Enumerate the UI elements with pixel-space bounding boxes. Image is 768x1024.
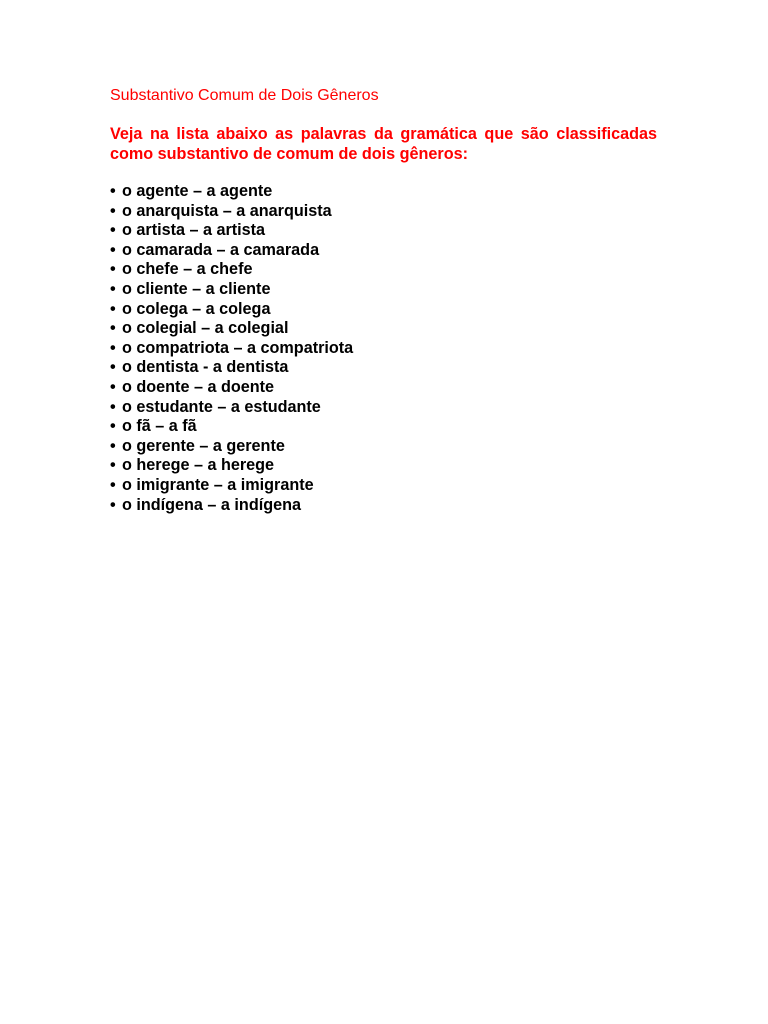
- bullet-icon: •: [110, 338, 116, 357]
- list-item-text: o imigrante – a imigrante: [122, 475, 314, 494]
- list-item: [110, 300, 657, 320]
- bullet-icon: •: [110, 377, 116, 396]
- bullet-icon: •: [110, 358, 116, 377]
- bullet-icon: •: [110, 495, 116, 514]
- list-item: [110, 437, 657, 457]
- list-item-text: o doente – a doente: [122, 377, 275, 396]
- document-title: Substantivo Comum de Dois Gêneros: [110, 87, 379, 104]
- list-item-text: o anarquista – a anarquista: [122, 201, 332, 220]
- bullet-icon: •: [110, 182, 116, 200]
- list-item: [110, 241, 657, 261]
- bullet-icon: •: [110, 417, 116, 436]
- list-item-text: o dentista - a dentista: [122, 358, 289, 377]
- list-item: [110, 476, 657, 496]
- list-item-text: o camarada – a camarada: [122, 240, 320, 259]
- list-item-text: o herege – a herege: [122, 456, 275, 475]
- bullet-icon: •: [110, 397, 116, 416]
- list-item-text: o chefe – a chefe: [122, 260, 253, 279]
- bullet-icon: •: [110, 299, 116, 318]
- list-item-text: o agente – a agente: [122, 182, 273, 200]
- list-item: [110, 378, 657, 398]
- document-page: [110, 86, 657, 515]
- list-item: [110, 202, 657, 222]
- list-item: [110, 456, 657, 476]
- bullet-icon: •: [110, 260, 116, 279]
- list-item: [110, 339, 657, 359]
- intro-paragraph: Veja na lista abaixo as palavras da gramática que são classificadas como substantivo de comum de dois gêneros:: [110, 125, 657, 163]
- bullet-icon: •: [110, 436, 116, 455]
- list-item-text: o colega – a colega: [122, 299, 271, 318]
- bullet-icon: •: [110, 279, 116, 298]
- bullet-icon: •: [110, 475, 116, 494]
- list-item: [110, 358, 657, 378]
- list-item-text: o estudante – a estudante: [122, 397, 321, 416]
- list-item: [110, 417, 657, 437]
- bullet-icon: •: [110, 456, 116, 475]
- list-item: [110, 280, 657, 300]
- list-item-text: o indígena – a indígena: [122, 495, 301, 514]
- word-list: [110, 182, 657, 515]
- bullet-icon: •: [110, 319, 116, 338]
- bullet-icon: •: [110, 221, 116, 240]
- list-item: [110, 260, 657, 280]
- list-item-text: o fã – a fã: [122, 417, 197, 436]
- list-item-text: o artista – a artista: [122, 221, 266, 240]
- list-item-text: o gerente – a gerente: [122, 436, 285, 455]
- list-item: [110, 496, 657, 516]
- list-item-text: o compatriota – a compatriota: [122, 338, 354, 357]
- list-item: [110, 221, 657, 241]
- list-item: [110, 182, 657, 202]
- bullet-icon: •: [110, 201, 116, 220]
- list-item: [110, 398, 657, 418]
- list-item-text: o cliente – a cliente: [122, 279, 271, 298]
- bullet-icon: •: [110, 240, 116, 259]
- list-item: [110, 319, 657, 339]
- list-item-text: o colegial – a colegial: [122, 319, 289, 338]
